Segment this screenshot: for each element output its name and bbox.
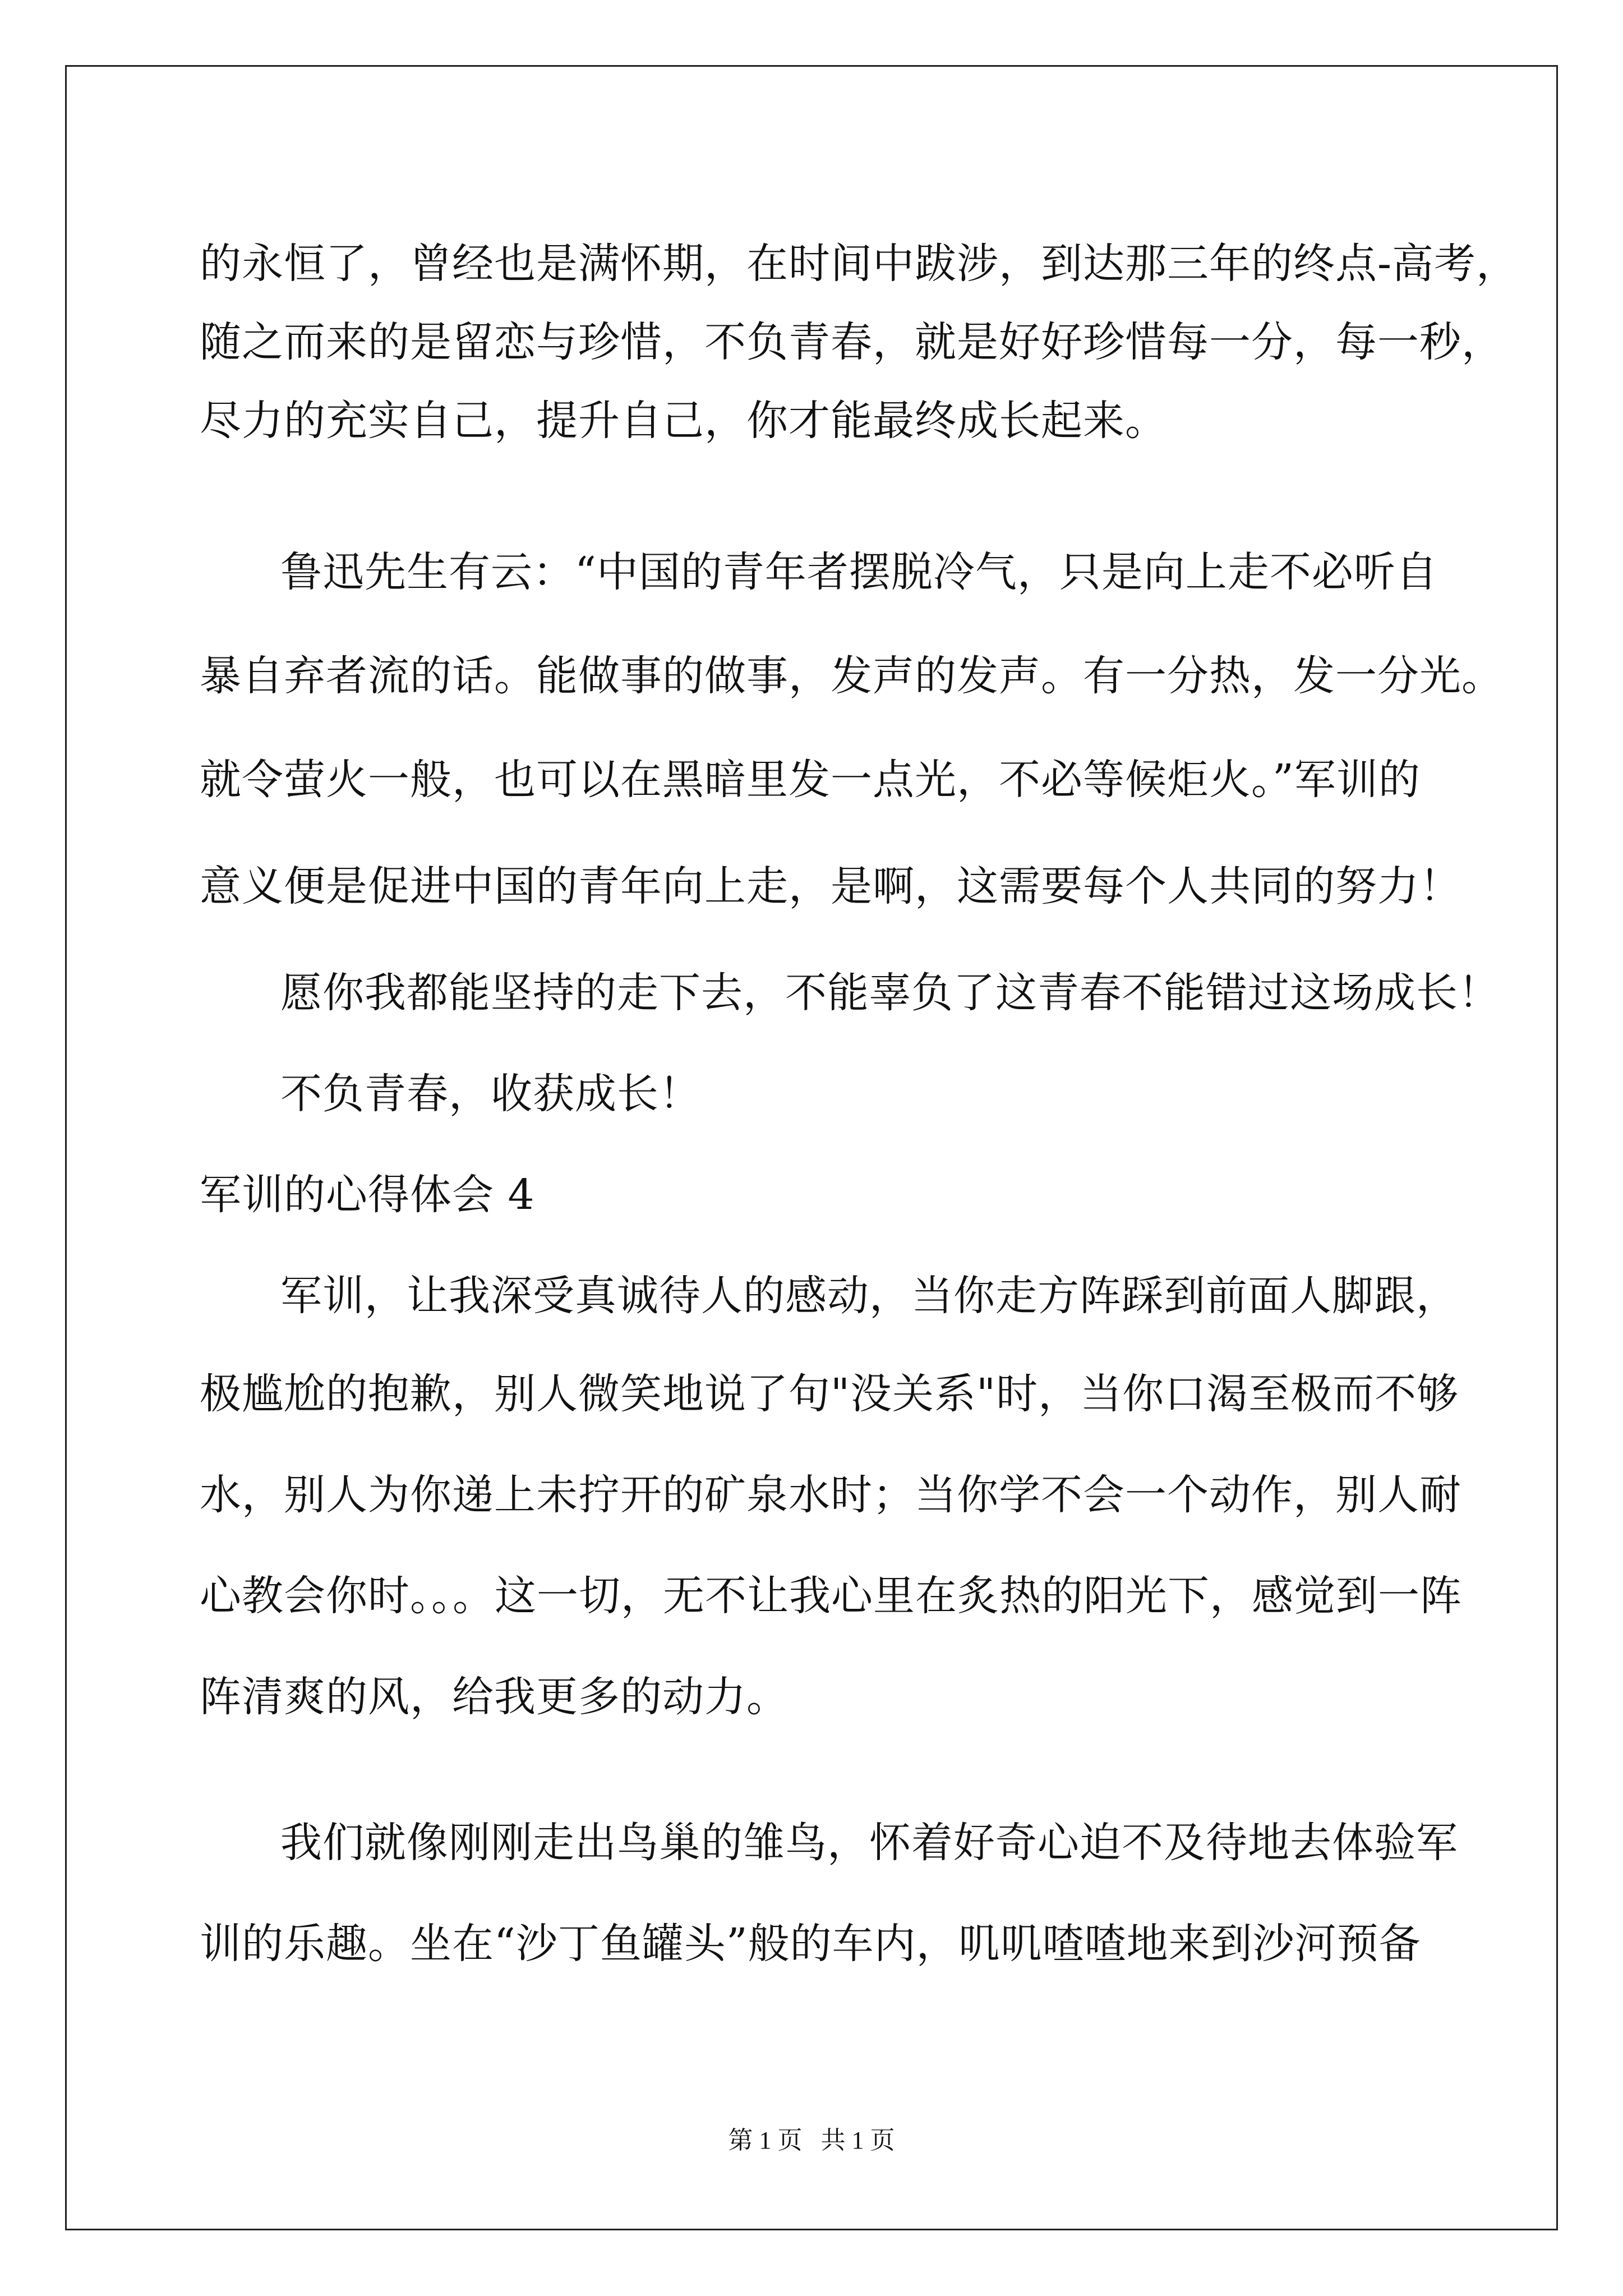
paragraph-line: 就令萤火一般，也可以在黑暗里发一点光，不必等候炬火。”军训的 [200, 756, 1421, 804]
paragraph-line: 心教会你时。。。这一切，无不让我心里在炙热的阳光下，感觉到一阵 [200, 1572, 1462, 1620]
page-number-footer: 第 1 页 共 1 页 [728, 2127, 895, 2154]
section-heading: 军训的心得体会 4 [200, 1171, 535, 1219]
paragraph-line: 鲁迅先生有云：“中国的青年者摆脱冷气，只是向上走不必听自 [280, 548, 1438, 596]
paragraph-line: 尽力的充实自己，提升自己，你才能最终成长起来。 [200, 397, 1167, 445]
paragraph-line: 军训，让我深受真诚待人的感动，当你走方阵踩到前面人脚跟， [280, 1272, 1458, 1320]
paragraph-line: 的永恒了，曾经也是满怀期，在时间中跋涉，到达那三年的终点-高考， [200, 240, 1518, 288]
page-border [65, 65, 1558, 2230]
paragraph-line: 随之而来的是留恋与珍惜，不负青春，就是好好珍惜每一分，每一秒， [200, 318, 1504, 366]
paragraph-line: 训的乐趣。坐在“沙丁鱼罐头”般的车内，叽叽喳喳地来到沙河预备 [200, 1920, 1421, 1968]
paragraph-line: 愿你我都能坚持的走下去，不能辜负了这青春不能错过这场成长！ [280, 969, 1500, 1017]
paragraph-line: 暴自弃者流的话。能做事的做事，发声的发声。有一分热，发一分光。 [200, 652, 1504, 700]
paragraph-line: 意义便是促进中国的青年向上走，是啊，这需要每个人共同的努力！ [200, 862, 1461, 910]
paragraph-line: 极尴尬的抱歉，别人微笑地说了句"没关系"时，当你口渴至极而不够 [200, 1370, 1459, 1418]
paragraph-line: 水，别人为你递上未拧开的矿泉水时；当你学不会一个动作，别人耐 [200, 1471, 1461, 1519]
paragraph-line: 阵清爽的风，给我更多的动力。 [200, 1673, 789, 1721]
paragraph-line: 我们就像刚刚走出鸟巢的雏鸟，怀着好奇心迫不及待地去体验军 [280, 1819, 1458, 1867]
paragraph-line: 不负青春，收获成长！ [280, 1070, 701, 1118]
